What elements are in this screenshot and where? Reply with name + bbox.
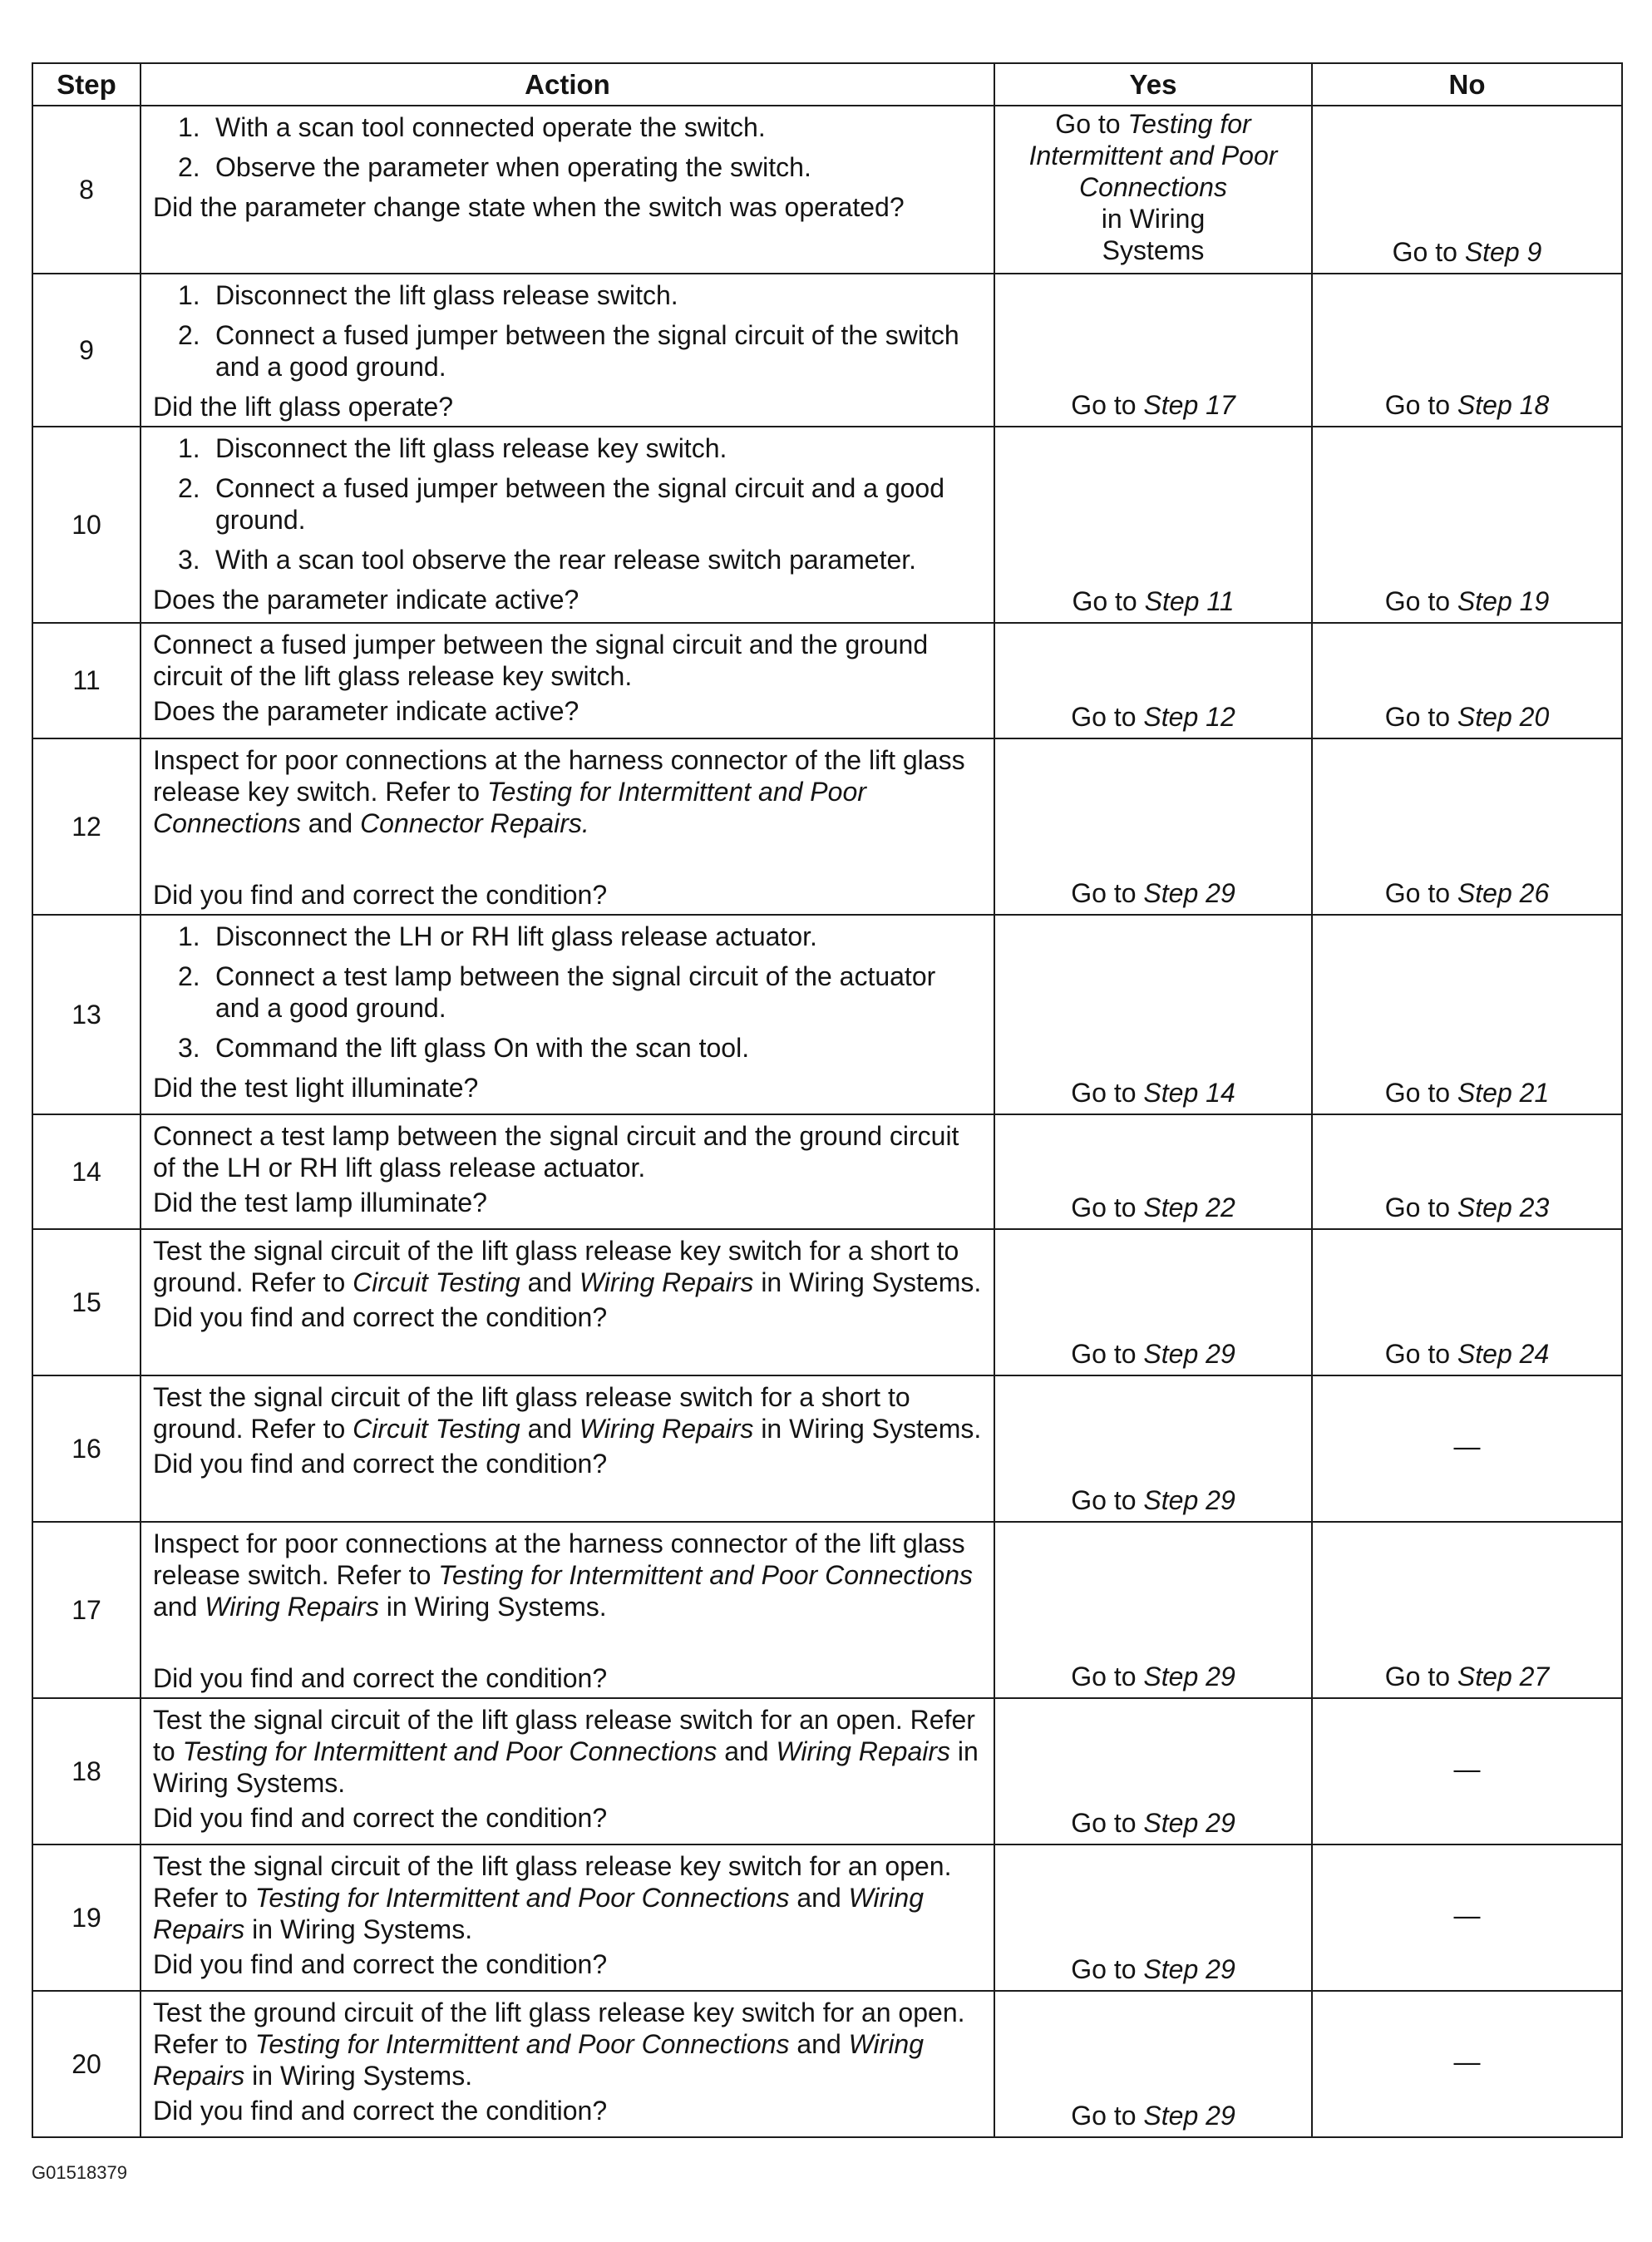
no-cell: Go to Step 19 bbox=[1312, 427, 1622, 623]
action-question: Did the test lamp illuminate? bbox=[153, 1188, 487, 1217]
step-number: 14 bbox=[32, 1114, 141, 1229]
step-number: 13 bbox=[32, 915, 141, 1114]
action-item: 1. Disconnect the lift glass release key switch. bbox=[178, 433, 727, 463]
action-question: Did the lift glass operate? bbox=[153, 392, 454, 422]
no-cell: Go to Step 23 bbox=[1312, 1114, 1622, 1229]
action-question: Did you find and correct the condition? bbox=[153, 1949, 608, 1979]
yes-cell: Go to Step 29 bbox=[994, 738, 1312, 915]
yes-cell: Go to Step 29 bbox=[994, 1229, 1312, 1375]
no-cell: Go to Step 20 bbox=[1312, 623, 1622, 738]
action-item: 1. Disconnect the LH or RH lift glass release actuator. bbox=[178, 921, 817, 951]
header-no: No bbox=[1312, 63, 1622, 106]
action-cell bbox=[141, 1114, 994, 1229]
table-row bbox=[32, 274, 1622, 427]
table-row bbox=[32, 427, 1622, 623]
yes-cell: Go to Step 29 bbox=[994, 1698, 1312, 1844]
action-cell bbox=[141, 738, 994, 915]
action-cell bbox=[141, 427, 994, 623]
action-text: Test the signal circuit of the lift glass release switch for a short to ground. Refer to Circuit Testing and Wiring Repairs in Wiring Systems. bbox=[153, 1382, 982, 1444]
action-question: Did you find and correct the condition? bbox=[153, 1663, 608, 1693]
action-item: 3. With a scan tool observe the rear release switch parameter. bbox=[178, 545, 917, 575]
action-cell bbox=[141, 1522, 994, 1698]
action-cell bbox=[141, 106, 994, 274]
no-cell: — bbox=[1312, 1698, 1622, 1844]
action-question: Did you find and correct the condition? bbox=[153, 1803, 608, 1833]
action-item: 2. Connect a test lamp between the signal circuit of the actuator and a good ground. bbox=[178, 961, 936, 1023]
table-row bbox=[32, 1229, 1622, 1375]
action-question: Did the parameter change state when the switch was operated? bbox=[153, 192, 905, 222]
table-header-row bbox=[32, 63, 1622, 106]
step-number: 9 bbox=[32, 274, 141, 427]
action-cell bbox=[141, 1229, 994, 1375]
action-cell bbox=[141, 1844, 994, 1991]
step-number: 18 bbox=[32, 1698, 141, 1844]
no-cell: — bbox=[1312, 1375, 1622, 1522]
action-cell bbox=[141, 915, 994, 1114]
no-cell: Go to Step 26 bbox=[1312, 738, 1622, 915]
header-action: Action bbox=[141, 63, 994, 106]
table-row bbox=[32, 1991, 1622, 2137]
action-text: Inspect for poor connections at the harness connector of the lift glass release key switch. Refer to Testing for Intermittent and Poor Connections and Connector Repairs. bbox=[153, 745, 965, 838]
table-row bbox=[32, 1698, 1622, 1844]
action-cell bbox=[141, 274, 994, 427]
table-row bbox=[32, 915, 1622, 1114]
action-cell bbox=[141, 1698, 994, 1844]
no-cell: — bbox=[1312, 1991, 1622, 2137]
table-row bbox=[32, 623, 1622, 738]
action-question: Does the parameter indicate active? bbox=[153, 585, 579, 615]
action-text: Test the signal circuit of the lift glass release key switch for an open. Refer to Testing for Intermittent and Poor Connections and Wiring Repairs in Wiring Systems. bbox=[153, 1851, 952, 1944]
no-cell: Go to Step 21 bbox=[1312, 915, 1622, 1114]
step-number: 11 bbox=[32, 623, 141, 738]
no-cell: — bbox=[1312, 1844, 1622, 1991]
action-text: Test the signal circuit of the lift glass release switch for an open. Refer to Testing for Intermittent and Poor Connections and Wiring Repairs in Wiring Systems. bbox=[153, 1705, 979, 1798]
action-question: Did you find and correct the condition? bbox=[153, 1449, 608, 1479]
action-item: 1. Disconnect the lift glass release switch. bbox=[178, 280, 678, 310]
table-row bbox=[32, 106, 1622, 274]
action-question: Did the test light illuminate? bbox=[153, 1073, 479, 1103]
yes-cell: Go to Step 29 bbox=[994, 1844, 1312, 1991]
action-item: 3. Command the lift glass On with the scan tool. bbox=[178, 1033, 750, 1063]
action-item: 2. Observe the parameter when operating the switch. bbox=[178, 152, 811, 182]
step-number: 12 bbox=[32, 738, 141, 915]
action-cell bbox=[141, 1375, 994, 1522]
yes-cell: Go to Step 11 bbox=[994, 427, 1312, 623]
yes-cell: Go to Step 12 bbox=[994, 623, 1312, 738]
action-text: Connect a fused jumper between the signal circuit and the ground circuit of the lift glass release key switch. bbox=[153, 630, 929, 691]
table-row bbox=[32, 1114, 1622, 1229]
action-text: Connect a test lamp between the signal circuit and the ground circuit of the LH or RH lift glass release actuator. bbox=[153, 1121, 959, 1183]
action-question: Does the parameter indicate active? bbox=[153, 696, 579, 726]
header-step: Step bbox=[32, 63, 141, 106]
step-number: 8 bbox=[32, 106, 141, 274]
table-row bbox=[32, 738, 1622, 915]
action-question: Did you find and correct the condition? bbox=[153, 880, 608, 910]
no-cell: Go to Step 18 bbox=[1312, 274, 1622, 427]
action-item: 1. With a scan tool connected operate the switch. bbox=[178, 112, 766, 142]
yes-cell: Go to Step 29 bbox=[994, 1991, 1312, 2137]
no-cell: Go to Step 9 bbox=[1312, 106, 1622, 274]
yes-cell: Go to Step 22 bbox=[994, 1114, 1312, 1229]
step-number: 15 bbox=[32, 1229, 141, 1375]
action-question: Did you find and correct the condition? bbox=[153, 2096, 608, 2126]
table-row bbox=[32, 1844, 1622, 1991]
header-yes: Yes bbox=[994, 63, 1312, 106]
step-number: 20 bbox=[32, 1991, 141, 2137]
yes-cell: Go to Testing for Intermittent and Poor Connections in Wiring Systems bbox=[994, 106, 1312, 274]
no-cell: Go to Step 24 bbox=[1312, 1229, 1622, 1375]
yes-cell: Go to Step 17 bbox=[994, 274, 1312, 427]
action-item: 2. Connect a fused jumper between the signal circuit of the switch and a good ground. bbox=[178, 320, 959, 382]
table-row bbox=[32, 1522, 1622, 1698]
action-question: Did you find and correct the condition? bbox=[153, 1302, 608, 1332]
action-text: Test the ground circuit of the lift glass release key switch for an open. Refer to Testing for Intermittent and Poor Connections and Wiring Repairs in Wiring Systems. bbox=[153, 1998, 965, 2091]
action-cell bbox=[141, 1991, 994, 2137]
diagnostic-table bbox=[32, 62, 1623, 2138]
yes-cell: Go to Step 29 bbox=[994, 1375, 1312, 1522]
no-cell: Go to Step 27 bbox=[1312, 1522, 1622, 1698]
table-row bbox=[32, 1375, 1622, 1522]
action-cell bbox=[141, 623, 994, 738]
step-number: 19 bbox=[32, 1844, 141, 1991]
step-number: 16 bbox=[32, 1375, 141, 1522]
step-number: 17 bbox=[32, 1522, 141, 1698]
figure-reference-code: G01518379 bbox=[32, 2162, 127, 2183]
action-text: Inspect for poor connections at the harness connector of the lift glass release switch. Refer to Testing for Intermittent and Poor Connections and Wiring Repairs in Wiring Systems. bbox=[153, 1528, 973, 1622]
yes-cell: Go to Step 29 bbox=[994, 1522, 1312, 1698]
step-number: 10 bbox=[32, 427, 141, 623]
action-text: Test the signal circuit of the lift glass release key switch for a short to ground. Refer to Circuit Testing and Wiring Repairs in Wiring Systems. bbox=[153, 1236, 982, 1297]
yes-cell: Go to Step 14 bbox=[994, 915, 1312, 1114]
action-item: 2. Connect a fused jumper between the signal circuit and a good ground. bbox=[178, 473, 944, 535]
